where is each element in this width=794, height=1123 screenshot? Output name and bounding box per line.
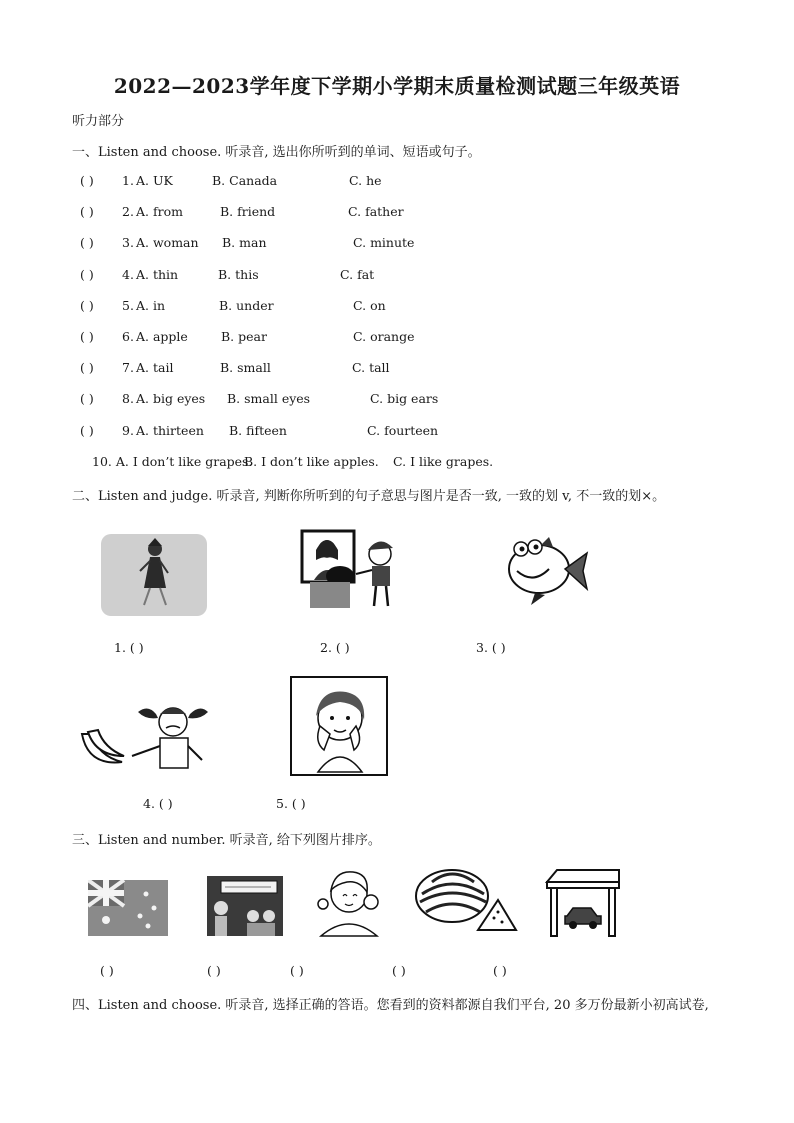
option-b: B. friend: [220, 204, 276, 220]
option-c: C. big ears: [370, 391, 439, 407]
item-number: 8.: [122, 391, 134, 407]
option-c: C. minute: [353, 235, 415, 251]
option-a: A. UK: [136, 173, 173, 188]
judge-label-3[interactable]: 3. ( ): [476, 640, 506, 655]
item10-option-c: C. I like grapes.: [393, 454, 494, 469]
option-b: B. this: [218, 266, 259, 282]
section2-heading: 二、Listen and judge. 听录音, 判断你所听到的句子意思与图片是否一致, 一致的划 v, 不一致的划×。: [72, 489, 666, 504]
option-c: C. father: [348, 204, 404, 220]
answer-bracket[interactable]: ( ): [80, 329, 94, 344]
item-number: 6.: [122, 329, 134, 344]
option-a: A. in: [136, 297, 166, 313]
page-title: 2022—2023学年度下学期小学期末质量检测试题三年级英语: [113, 74, 681, 98]
classroom-picture: [207, 876, 283, 936]
girl-touching-face-picture: [290, 676, 388, 776]
section4-heading: 四、Listen and choose. 听录音, 选择正确的答语。您看到的资料都源自我们平台, 20 多万份最新小初高试卷,: [72, 998, 709, 1013]
option-c: C. on: [353, 297, 386, 313]
dancing-girl-picture: [100, 533, 208, 617]
number-label-1[interactable]: ( ): [100, 963, 114, 978]
section1-heading: 一、Listen and choose. 听录音, 选出你所听到的单词、短语或句子。: [72, 145, 481, 160]
answer-bracket[interactable]: ( ): [80, 422, 94, 438]
option-a: A. apple: [136, 329, 188, 344]
item-number: 5.: [122, 297, 134, 313]
option-c: C. he: [349, 173, 382, 188]
item-number: 1.: [122, 173, 134, 188]
item10-option-a: 10. A. I don’t like grapes.: [92, 454, 253, 469]
answer-bracket[interactable]: ( ): [80, 235, 94, 251]
item-number: 7.: [122, 360, 134, 376]
girl-bananas-picture: [78, 694, 218, 774]
option-b: B. Canada: [212, 173, 278, 188]
option-c: C. fourteen: [367, 422, 439, 438]
number-label-2[interactable]: ( ): [207, 963, 221, 978]
option-b: B. small: [220, 360, 271, 376]
option-b: B. pear: [221, 329, 267, 344]
number-label-3[interactable]: ( ): [290, 963, 304, 978]
number-label-5[interactable]: ( ): [493, 963, 507, 978]
option-a: A. thin: [136, 266, 179, 282]
item-number: 2.: [122, 204, 134, 220]
option-b: B. fifteen: [229, 422, 287, 438]
option-c: C. fat: [340, 266, 375, 282]
answer-bracket[interactable]: ( ): [80, 297, 94, 313]
option-c: C. orange: [353, 329, 415, 344]
item-number: 4.: [122, 266, 134, 282]
car-under-desk-picture: [545, 868, 621, 938]
answer-bracket[interactable]: ( ): [80, 266, 94, 282]
option-a: A. from: [136, 204, 183, 220]
item-number: 9.: [122, 422, 134, 438]
option-a: A. thirteen: [136, 422, 204, 438]
judge-label-4[interactable]: 4. ( ): [143, 796, 173, 811]
option-b: B. man: [222, 235, 267, 251]
item-number: 3.: [122, 235, 134, 251]
teacher-student-picture: [298, 528, 410, 610]
option-a: A. tail: [136, 360, 174, 376]
answer-bracket[interactable]: ( ): [80, 391, 94, 407]
option-a: A. big eyes: [136, 391, 206, 407]
fish-picture: [505, 535, 589, 607]
number-label-4[interactable]: ( ): [392, 963, 406, 978]
answer-bracket[interactable]: ( ): [80, 360, 94, 376]
option-b: B. under: [219, 297, 274, 313]
answer-bracket[interactable]: ( ): [80, 204, 94, 220]
option-b: B. small eyes: [227, 391, 311, 407]
watermelon-picture: [414, 866, 518, 936]
option-c: C. tall: [352, 360, 390, 376]
section3-heading: 三、Listen and number. 听录音, 给下列图片排序。: [72, 833, 381, 848]
item10-option-b: B. I don’t like apples.: [244, 454, 379, 469]
australia-flag-picture: [88, 880, 168, 936]
judge-label-2[interactable]: 2. ( ): [320, 640, 350, 655]
option-a: A. woman: [136, 235, 199, 251]
old-woman-picture: [317, 868, 383, 938]
listening-part-label: 听力部分: [72, 114, 125, 129]
judge-label-1[interactable]: 1. ( ): [114, 640, 144, 655]
answer-bracket[interactable]: ( ): [80, 173, 94, 188]
judge-label-5[interactable]: 5. ( ): [276, 796, 306, 811]
